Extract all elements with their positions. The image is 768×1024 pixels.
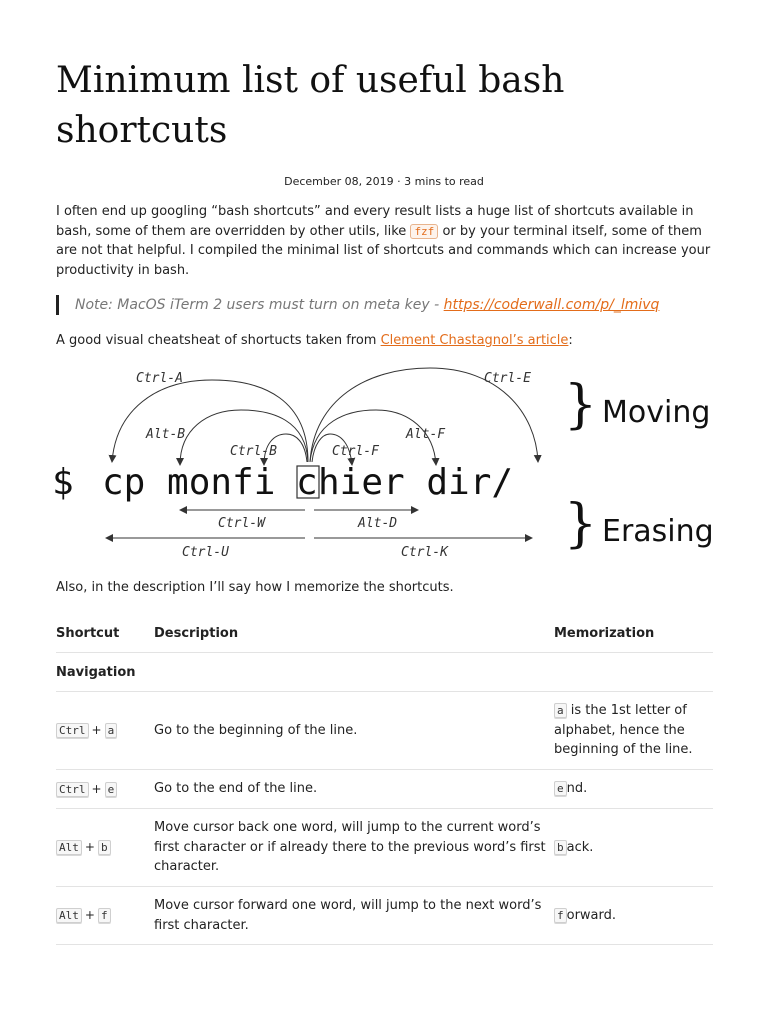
kbd-plus: + <box>84 840 95 854</box>
intro-text-2: or by your terminal itself, some of them are not that helpful. I compiled the minimal list of shortcuts and commands which can increase your productivity in bash. <box>56 223 711 278</box>
alt-f-label: Alt-F <box>406 427 446 442</box>
moving-brace: } <box>564 375 598 435</box>
command-cursor-char: c <box>296 462 318 503</box>
table-header-row <box>56 614 713 653</box>
cheatsheet-intro <box>56 331 712 351</box>
kbd-key: b <box>98 840 111 855</box>
memorization-cell <box>554 692 713 770</box>
fzf-code-link[interactable]: fzf <box>410 224 438 239</box>
section-navigation: Navigation <box>56 653 154 692</box>
description-cell: Move cursor forward one word, will jump to the next word’s first character. <box>154 887 554 945</box>
clement-article-link[interactable]: Clement Chastagnol’s article <box>380 333 569 348</box>
erasing-brace: } <box>564 494 598 554</box>
description-cell: Move cursor back one word, will jump to the current word’s first character or if already there to the previous word’s first character. <box>154 809 554 887</box>
alt-d-label: Alt-D <box>358 516 398 531</box>
kbd-mem-key: e <box>554 781 567 796</box>
ctrl-w-label: Ctrl-W <box>218 516 265 531</box>
command-prefix: cp monfi <box>102 462 276 503</box>
alt-b-label: Alt-B <box>146 427 186 442</box>
kbd-modifier: Alt <box>56 840 82 855</box>
header-shortcut: Shortcut <box>56 614 154 653</box>
table-row <box>56 770 713 809</box>
kbd-key: e <box>105 782 118 797</box>
command-suffix: hier dir/ <box>318 462 514 503</box>
ctrl-a-label: Ctrl-A <box>136 371 183 386</box>
shortcut-cell <box>56 887 154 945</box>
table-row <box>56 809 713 887</box>
kbd-plus: + <box>91 781 102 796</box>
kbd-mem-key: b <box>554 840 567 855</box>
kbd-modifier: Ctrl <box>56 723 89 738</box>
kbd-key: a <box>105 723 118 738</box>
table-row <box>56 887 713 945</box>
header-description: Description <box>154 614 554 653</box>
kbd-modifier: Alt <box>56 908 82 923</box>
intro-paragraph <box>56 202 712 280</box>
article-title: Minimum list of useful bash shortcuts <box>56 60 565 151</box>
article-meta: December 08, 2019 · 3 mins to read <box>284 175 484 188</box>
memorization-text: nd. <box>566 781 588 797</box>
kbd-plus: + <box>84 908 95 922</box>
shortcut-cell <box>56 809 154 887</box>
memorize-paragraph: Also, in the description I’ll say how I memorize the shortcuts. <box>56 580 454 595</box>
command-prompt: $ <box>52 462 74 503</box>
memorization-cell <box>554 770 713 809</box>
note-blockquote <box>56 295 659 315</box>
cheatsheet-intro-text: A good visual cheatsheat of shortucts taken from <box>56 333 377 348</box>
ctrl-b-label: Ctrl-B <box>230 444 277 459</box>
kbd-plus: + <box>91 723 102 737</box>
coderwall-link[interactable]: https://coderwall.com/p/_lmivq <box>443 297 660 313</box>
note-text: Note: MacOS iTerm 2 users must turn on meta key - <box>75 297 440 313</box>
memorization-text: ack. <box>566 839 594 855</box>
ctrl-u-label: Ctrl-U <box>182 545 229 560</box>
ctrl-f-label: Ctrl-F <box>332 444 379 459</box>
kbd-modifier: Ctrl <box>56 782 89 797</box>
intro-text-1: I often end up googling “bash shortcuts” and every result lists a huge list of shortcuts available in bash, some of them are overridden by other utils, like <box>56 204 694 239</box>
cheatsheet-intro-colon: : <box>568 333 573 348</box>
kbd-key: f <box>98 908 111 923</box>
section-row <box>56 653 713 692</box>
moving-label: Moving <box>602 395 711 430</box>
ctrl-e-label: Ctrl-E <box>484 371 531 386</box>
memorization-cell <box>554 887 713 945</box>
shortcuts-table <box>56 614 713 945</box>
memorization-text: is the 1st letter of alphabet, hence the beginning of the line. <box>554 703 693 758</box>
kbd-mem-key: f <box>554 908 567 923</box>
ctrl-a-arrow <box>112 380 308 462</box>
kbd-mem-key: a <box>554 703 567 718</box>
description-cell: Go to the end of the line. <box>154 770 554 809</box>
memorization-cell <box>554 809 713 887</box>
table-row <box>56 692 713 770</box>
shortcut-cell <box>56 770 154 809</box>
description-cell: Go to the beginning of the line. <box>154 692 554 770</box>
shortcut-cell <box>56 692 154 770</box>
erasing-label: Erasing <box>602 514 714 549</box>
ctrl-k-label: Ctrl-K <box>401 545 448 560</box>
header-memorization: Memorization <box>554 614 713 653</box>
memorization-text: orward. <box>566 907 617 923</box>
cheatsheet-diagram <box>46 360 722 570</box>
